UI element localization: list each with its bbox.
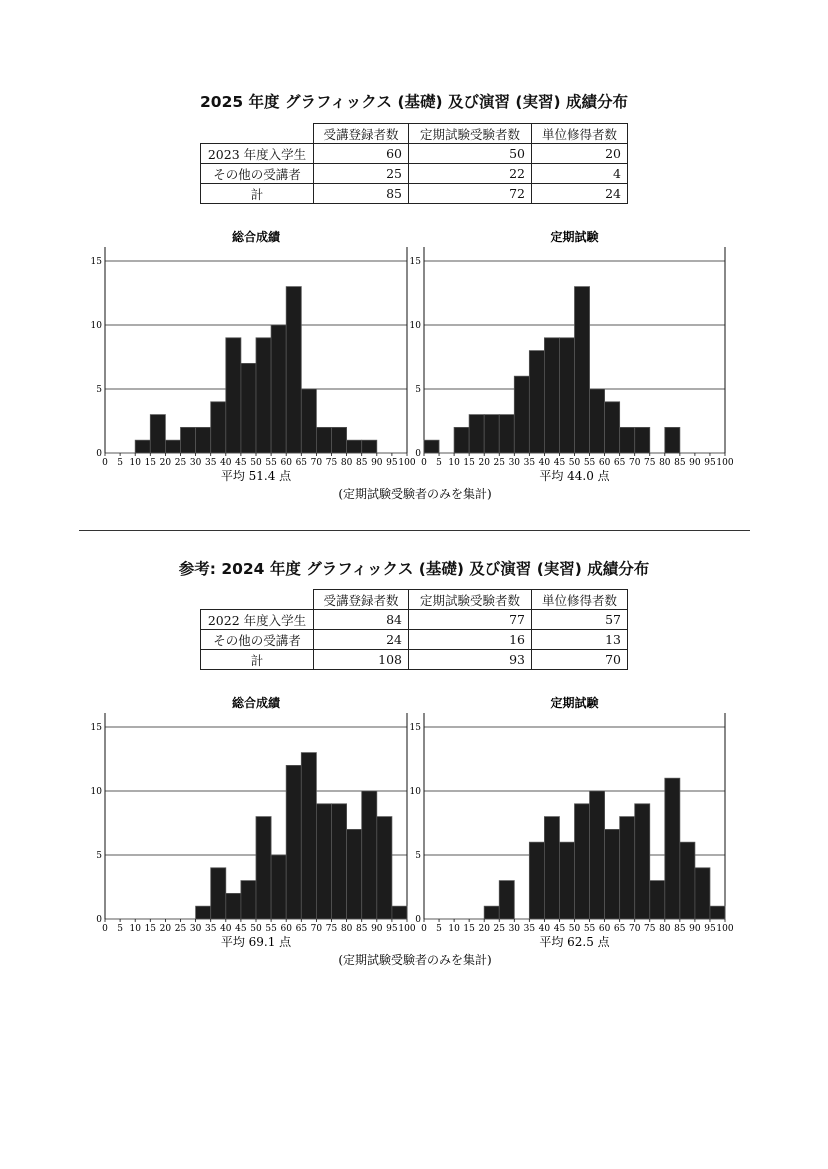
x-tick-label: 5: [117, 458, 123, 468]
histogram-bar: [484, 415, 499, 453]
table-corner: [201, 590, 314, 610]
y-tick-label: 10: [409, 321, 421, 331]
histogram-bar: [665, 778, 680, 919]
histogram-bar: [301, 753, 316, 919]
y-tick-label: 0: [96, 449, 102, 459]
histogram-bar: [605, 829, 620, 919]
section-1-charts: [0, 225, 828, 510]
x-tick-label: 70: [310, 924, 323, 934]
histogram-bar: [362, 791, 377, 919]
y-tick-label: 0: [415, 449, 421, 459]
histogram-bar: [620, 817, 635, 919]
histogram-bar: [650, 881, 665, 919]
histogram-bar: [605, 402, 620, 453]
histogram-bar: [286, 765, 301, 919]
histogram-bar: [241, 363, 256, 453]
table-header-cell: 定期試験受験者数: [409, 590, 532, 610]
histogram-bar: [377, 817, 392, 919]
x-tick-label: 35: [204, 458, 217, 468]
histogram-bar: [484, 906, 499, 919]
x-tick-label: 60: [280, 924, 292, 934]
x-tick-label: 40: [220, 458, 232, 468]
histogram-bar: [575, 804, 590, 919]
x-tick-label: 50: [250, 924, 262, 934]
table-cell: 22: [409, 164, 532, 184]
chart-title: 総合成績: [231, 230, 281, 244]
y-tick-label: 5: [415, 851, 421, 861]
histogram-bar: [635, 427, 650, 453]
x-tick-label: 60: [598, 458, 611, 468]
histogram-bar: [347, 440, 362, 453]
x-tick-label: 85: [355, 924, 368, 934]
x-tick-label: 0: [421, 458, 427, 468]
table-cell: 25: [314, 164, 409, 184]
table-cell: 108: [314, 650, 409, 670]
histogram-bar: [316, 804, 331, 919]
histogram-bar: [362, 440, 377, 453]
table-cell: 20: [532, 144, 628, 164]
x-tick-label: 0: [102, 924, 108, 934]
table-row-label: 2022 年度入学生: [201, 610, 314, 630]
y-tick-label: 5: [415, 385, 421, 395]
table-row: [201, 184, 628, 204]
y-tick-label: 10: [90, 321, 102, 331]
table-header-row: [201, 124, 628, 144]
x-tick-label: 20: [478, 458, 490, 468]
x-tick-label: 15: [463, 924, 475, 934]
y-tick-label: 15: [409, 257, 421, 267]
x-tick-label: 25: [493, 924, 505, 934]
x-tick-label: 45: [553, 458, 566, 468]
table-cell: 70: [532, 650, 628, 670]
x-tick-label: 10: [448, 458, 460, 468]
histogram-bar: [620, 427, 635, 453]
table-row-label: 計: [201, 184, 314, 204]
table-cell: 57: [532, 610, 628, 630]
histogram-bar: [590, 389, 605, 453]
x-tick-label: 0: [102, 458, 108, 468]
chart-title: 定期試験: [550, 696, 599, 710]
x-tick-label: 40: [538, 458, 551, 468]
table-row: [201, 650, 628, 670]
histogram-bar: [665, 427, 680, 453]
x-tick-label: 90: [371, 924, 383, 934]
x-tick-label: 90: [689, 458, 701, 468]
histogram-bar: [635, 804, 650, 919]
x-tick-label: 65: [295, 458, 308, 468]
x-tick-label: 45: [553, 924, 566, 934]
y-tick-label: 15: [409, 723, 421, 733]
x-tick-label: 75: [325, 924, 338, 934]
x-tick-label: 85: [355, 458, 368, 468]
x-tick-label: 45: [235, 924, 247, 934]
x-tick-label: 70: [310, 458, 323, 468]
histogram-bar: [559, 338, 574, 453]
x-tick-label: 50: [250, 458, 262, 468]
y-tick-label: 5: [96, 385, 102, 395]
table-cell: 84: [314, 610, 409, 630]
x-tick-label: 75: [325, 458, 338, 468]
histogram-bar: [301, 389, 316, 453]
y-tick-label: 15: [90, 723, 102, 733]
histogram-bar: [544, 817, 559, 919]
table-row: [201, 144, 628, 164]
y-tick-label: 0: [415, 915, 421, 925]
table-cell: 24: [314, 630, 409, 650]
histogram-bar: [529, 351, 544, 453]
x-tick-label: 40: [538, 924, 551, 934]
table-cell: 60: [314, 144, 409, 164]
x-tick-label: 20: [159, 458, 172, 468]
section-2-title: 参考: 2024 年度 グラフィックス (基礎) 及び演習 (実習) 成績分布: [178, 560, 650, 578]
x-tick-label: 5: [117, 924, 123, 934]
table-corner: [201, 124, 314, 144]
x-tick-label: 55: [583, 458, 596, 468]
x-tick-label: 90: [371, 458, 383, 468]
histogram-bar: [211, 868, 226, 919]
x-tick-label: 80: [659, 458, 671, 468]
table-cell: 24: [532, 184, 628, 204]
x-tick-label: 70: [628, 458, 641, 468]
table-row: [201, 164, 628, 184]
x-tick-label: 80: [659, 924, 671, 934]
table-header-row: [201, 590, 628, 610]
histogram-bar: [710, 906, 725, 919]
histogram-bar: [469, 415, 484, 453]
x-tick-label: 15: [144, 924, 157, 934]
x-tick-label: 30: [189, 458, 202, 468]
x-tick-label: 50: [568, 458, 581, 468]
x-tick-label: 10: [129, 924, 141, 934]
table-header-cell: 受講登録者数: [314, 590, 409, 610]
x-tick-label: 75: [644, 924, 656, 934]
section-2-table: [200, 589, 628, 670]
average-label: 平均 51.4 点: [220, 469, 292, 483]
x-tick-label: 0: [421, 924, 427, 934]
histogram-bar: [544, 338, 559, 453]
x-tick-label: 10: [448, 924, 460, 934]
x-tick-label: 60: [280, 458, 292, 468]
histogram-bar: [196, 427, 211, 453]
section-2-charts: [0, 691, 828, 976]
table-row-label: その他の受講者: [201, 630, 314, 650]
x-tick-label: 50: [568, 924, 581, 934]
table-header-cell: 単位修得者数: [532, 590, 628, 610]
histogram-bar: [424, 440, 439, 453]
x-tick-label: 5: [436, 924, 442, 934]
aggregation-note: (定期試験受験者のみを集計): [338, 487, 492, 501]
x-tick-label: 55: [265, 458, 277, 468]
histogram-bar: [211, 402, 226, 453]
y-tick-label: 0: [96, 915, 102, 925]
histogram-bar: [392, 906, 407, 919]
histogram-bar: [256, 817, 271, 919]
x-tick-label: 35: [204, 924, 217, 934]
average-label: 平均 69.1 点: [220, 935, 292, 949]
x-tick-label: 15: [144, 458, 157, 468]
histogram-bar: [680, 842, 695, 919]
section-1-table: [200, 123, 628, 204]
histogram-bar: [529, 842, 544, 919]
x-tick-label: 45: [235, 458, 247, 468]
x-tick-label: 65: [295, 924, 308, 934]
histogram-bar: [590, 791, 605, 919]
x-tick-label: 90: [689, 924, 701, 934]
x-tick-label: 30: [189, 924, 202, 934]
histogram-bar: [499, 415, 514, 453]
x-tick-label: 75: [644, 458, 656, 468]
x-tick-label: 70: [628, 924, 641, 934]
x-tick-label: 55: [583, 924, 596, 934]
section-1-title: 2025 年度 グラフィックス (基礎) 及び演習 (実習) 成績分布: [200, 93, 628, 111]
histogram-bar: [226, 893, 241, 919]
table-row: [201, 630, 628, 650]
histogram-bar: [286, 287, 301, 453]
histogram-bar: [271, 325, 286, 453]
y-tick-label: 10: [409, 787, 421, 797]
x-tick-label: 20: [159, 924, 172, 934]
x-tick-label: 95: [386, 458, 398, 468]
table-cell: 93: [409, 650, 532, 670]
table-row-label: 2023 年度入学生: [201, 144, 314, 164]
histogram-bar: [332, 804, 347, 919]
x-tick-label: 25: [493, 458, 505, 468]
table-cell: 85: [314, 184, 409, 204]
histogram-bar: [165, 440, 180, 453]
average-label: 平均 62.5 点: [539, 935, 610, 949]
x-tick-label: 95: [386, 924, 398, 934]
x-tick-label: 30: [508, 458, 521, 468]
x-tick-label: 25: [174, 924, 187, 934]
histogram-bar: [181, 427, 196, 453]
table-header-cell: 定期試験受験者数: [409, 124, 532, 144]
average-label: 平均 44.0 点: [539, 469, 610, 483]
x-tick-label: 15: [463, 458, 475, 468]
x-tick-label: 100: [398, 924, 416, 934]
x-tick-label: 30: [508, 924, 521, 934]
x-tick-label: 65: [613, 924, 626, 934]
histogram-bar: [316, 427, 331, 453]
histogram-bar: [695, 868, 710, 919]
table-header-cell: 受講登録者数: [314, 124, 409, 144]
x-tick-label: 95: [704, 458, 716, 468]
section-divider: [79, 530, 750, 531]
x-tick-label: 40: [220, 924, 232, 934]
table-row-label: 計: [201, 650, 314, 670]
x-tick-label: 100: [716, 924, 734, 934]
x-tick-label: 35: [523, 458, 536, 468]
table-row: [201, 610, 628, 630]
histogram-bar: [196, 906, 211, 919]
x-tick-label: 20: [478, 924, 490, 934]
histogram-bar: [454, 427, 469, 453]
histogram-bar: [150, 415, 165, 453]
x-tick-label: 25: [174, 458, 187, 468]
histogram-bar: [135, 440, 150, 453]
x-tick-label: 65: [613, 458, 626, 468]
histogram-bar: [332, 427, 347, 453]
histogram-bar: [347, 829, 362, 919]
x-tick-label: 5: [436, 458, 442, 468]
histogram-bar: [514, 376, 529, 453]
histogram-bar: [575, 287, 590, 453]
table-cell: 50: [409, 144, 532, 164]
x-tick-label: 100: [716, 458, 734, 468]
aggregation-note: (定期試験受験者のみを集計): [338, 953, 492, 967]
x-tick-label: 95: [704, 924, 716, 934]
table-row-label: その他の受講者: [201, 164, 314, 184]
table-header-cell: 単位修得者数: [532, 124, 628, 144]
x-tick-label: 80: [340, 924, 353, 934]
table-cell: 4: [532, 164, 628, 184]
histogram-bar: [226, 338, 241, 453]
histogram-bar: [256, 338, 271, 453]
histogram-bar: [499, 881, 514, 919]
y-tick-label: 15: [90, 257, 102, 267]
x-tick-label: 35: [523, 924, 536, 934]
table-cell: 77: [409, 610, 532, 630]
table-cell: 13: [532, 630, 628, 650]
x-tick-label: 80: [340, 458, 353, 468]
x-tick-label: 85: [674, 924, 686, 934]
table-cell: 72: [409, 184, 532, 204]
histogram-bar: [271, 855, 286, 919]
y-tick-label: 10: [90, 787, 102, 797]
table-cell: 16: [409, 630, 532, 650]
x-tick-label: 85: [674, 458, 686, 468]
x-tick-label: 60: [598, 924, 611, 934]
x-tick-label: 100: [398, 458, 416, 468]
histogram-bar: [241, 881, 256, 919]
x-tick-label: 55: [265, 924, 277, 934]
y-tick-label: 5: [96, 851, 102, 861]
histogram-bar: [559, 842, 574, 919]
chart-title: 総合成績: [231, 696, 281, 710]
chart-title: 定期試験: [550, 230, 599, 244]
x-tick-label: 10: [129, 458, 141, 468]
